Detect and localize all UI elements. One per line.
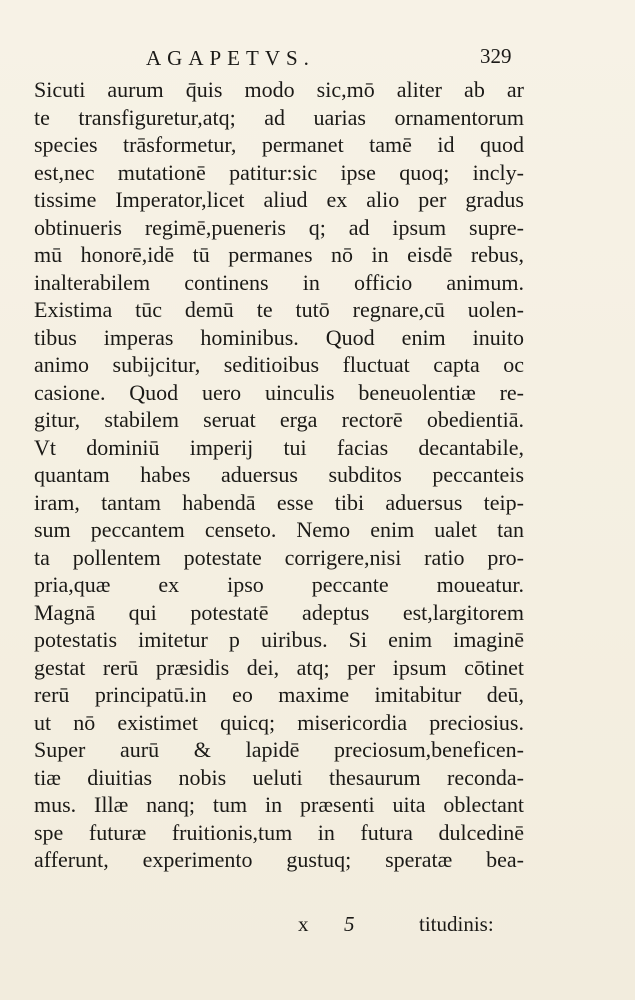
text-line: mus. Illæ nanq; tum in præsenti uita oblectant [34, 792, 524, 817]
text-line: casione. Quod uero uinculis beneuolentiæ re- [34, 379, 524, 405]
text-line: ta pollentem potestate corrigere,nisi ratio pro- [34, 544, 524, 570]
page-number: 329 [480, 44, 512, 68]
text-line: animo subijcitur, seditioibus fluctuat capta oc [34, 352, 524, 377]
text-line: Existima tūc demū te tutō regnare,cū uolen- [34, 297, 524, 322]
catchword: titudinis: [419, 912, 494, 936]
signature-letter: x [298, 912, 309, 936]
text-line: Super aurū & lapidē preciosum,beneficen- [34, 737, 524, 762]
text-line: species trāsformetur, permanet tamē id quod [34, 132, 524, 157]
body-text [34, 76, 524, 874]
text-line: tibus imperas hominibus. Quod enim inuito [34, 324, 524, 350]
text-line: quantam habes aduersus subditos peccanteis [34, 462, 524, 487]
text-line: afferunt, experimento gustuq; speratæ bea- [34, 847, 524, 872]
text-line: te transfiguretur,atq; ad uarias ornamentorum [34, 104, 524, 130]
text-line: rerū principatū.in eo maxime imitabitur deū, [34, 682, 524, 707]
text-line: est,nec mutationē patitur:sic ipse quoq; incly- [34, 159, 524, 185]
text-line: potestatis imitetur p uiribus. Si enim imaginē [34, 627, 524, 652]
text-line: gitur, stabilem seruat erga rectorē obedientiā. [34, 407, 524, 432]
text-line: gestat rerū præsidis dei, atq; per ipsum cōtinet [34, 654, 524, 680]
running-title: AGAPETVS. [146, 46, 315, 70]
text-line: spe futuræ fruitionis,tum in futura dulcedinē [34, 819, 524, 845]
text-line: obtinueris regimē,pueneris q; ad ipsum supre- [34, 214, 524, 240]
running-head [0, 46, 635, 74]
text-line: Vt dominiū imperij tui facias decantabile, [34, 434, 524, 460]
text-line: Magnā qui potestatē adeptus est,largitorem [34, 599, 524, 625]
text-line: iram, tantam habendā esse tibi aduersus teip- [34, 489, 524, 515]
text-line: tissime Imperator,licet aliud ex alio per gradus [34, 187, 524, 212]
text-line: pria,quæ ex ipso peccante moueatur. [34, 572, 524, 597]
text-line: ut nō existimet quicq; misericordia preciosius. [34, 709, 524, 735]
text-line: tiæ diuitias nobis ueluti thesaurum reconda- [34, 764, 524, 790]
text-line: sum peccantem censeto. Nemo enim ualet tan [34, 517, 524, 542]
text-line: Sicuti aurum q̄uis modo sic,mō aliter ab ar [34, 77, 524, 102]
text-line: mū honorē,idē tū permanes nō in eisdē rebus, [34, 242, 524, 267]
text-line: inalterabilem continens in officio animum. [34, 269, 524, 295]
signature-number: 5 [344, 912, 355, 936]
page-footer [0, 912, 635, 940]
